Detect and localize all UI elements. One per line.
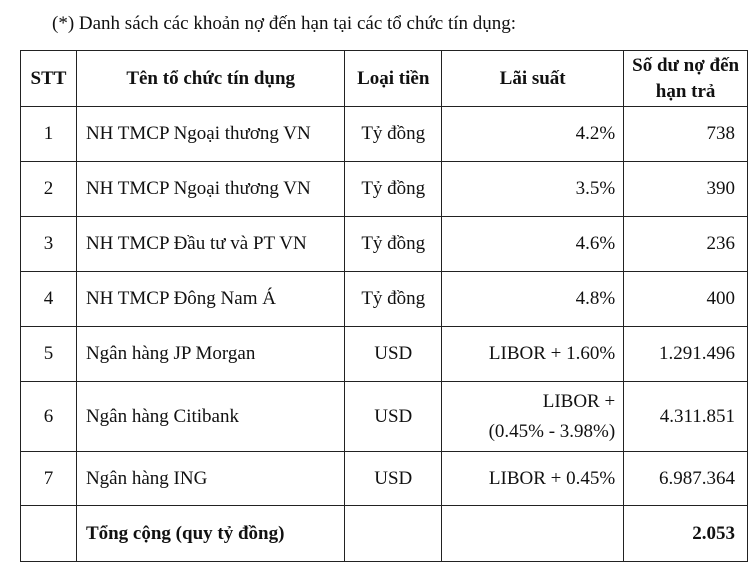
table-total-row [21,506,748,562]
row-balance: 6.987.364 [624,452,748,506]
row-stt: 7 [21,452,77,506]
row-currency: USD [345,382,442,452]
table-row [21,162,748,217]
table-row [21,217,748,272]
row-stt: 3 [21,217,77,272]
row-rate: 3.5% [442,162,624,217]
table-header-row [21,51,748,107]
table-row [21,382,748,452]
header-name: Tên tổ chức tín dụng [76,51,345,107]
row-name: Ngân hàng JP Morgan [76,327,345,382]
header-balance-line1: Số dư nợ đến [632,54,740,76]
row-balance: 390 [624,162,748,217]
row-name: NH TMCP Ngoại thương VN [76,107,345,162]
table-caption: (*) Danh sách các khoản nợ đến hạn tại các tổ chức tín dụng: [52,13,517,34]
row-balance: 4.311.851 [624,382,748,452]
row-name: Ngân hàng ING [76,452,345,506]
row-rate: LIBOR + 1.60% [442,327,624,382]
row-stt: 1 [21,107,77,162]
row-name: NH TMCP Ngoại thương VN [76,162,345,217]
row-stt: 5 [21,327,77,382]
row-name: Ngân hàng Citibank [76,382,345,452]
row-currency: USD [345,327,442,382]
row-balance: 400 [624,272,748,327]
row-rate [442,382,624,452]
total-rate-empty [442,506,624,562]
total-stt-empty [21,506,77,562]
row-rate: 4.6% [442,217,624,272]
table-row [21,272,748,327]
row-currency: USD [345,452,442,506]
row-balance: 738 [624,107,748,162]
total-currency-empty [345,506,442,562]
table-row [21,327,748,382]
row-rate: 4.2% [442,107,624,162]
row-stt: 6 [21,382,77,452]
header-stt: STT [21,51,77,107]
row-stt: 4 [21,272,77,327]
header-balance-line2: hạn trả [655,80,716,102]
header-balance [624,51,748,107]
row-currency: Tỷ đồng [345,107,442,162]
row-currency: Tỷ đồng [345,162,442,217]
row-name: NH TMCP Đầu tư và PT VN [76,217,345,272]
row-balance: 1.291.496 [624,327,748,382]
row-rate-line2: (0.45% - 3.98%) [488,420,616,442]
row-rate: LIBOR + 0.45% [442,452,624,506]
debt-table [20,50,748,562]
row-stt: 2 [21,162,77,217]
table-row [21,452,748,506]
row-name: NH TMCP Đông Nam Á [76,272,345,327]
row-rate-line1: LIBOR + [542,390,616,412]
total-balance: 2.053 [624,506,748,562]
total-label: Tổng cộng (quy tỷ đồng) [76,506,345,562]
row-balance: 236 [624,217,748,272]
header-currency: Loại tiền [345,51,442,107]
table-row [21,107,748,162]
row-currency: Tỷ đồng [345,217,442,272]
row-currency: Tỷ đồng [345,272,442,327]
row-rate: 4.8% [442,272,624,327]
header-rate: Lãi suất [442,51,624,107]
